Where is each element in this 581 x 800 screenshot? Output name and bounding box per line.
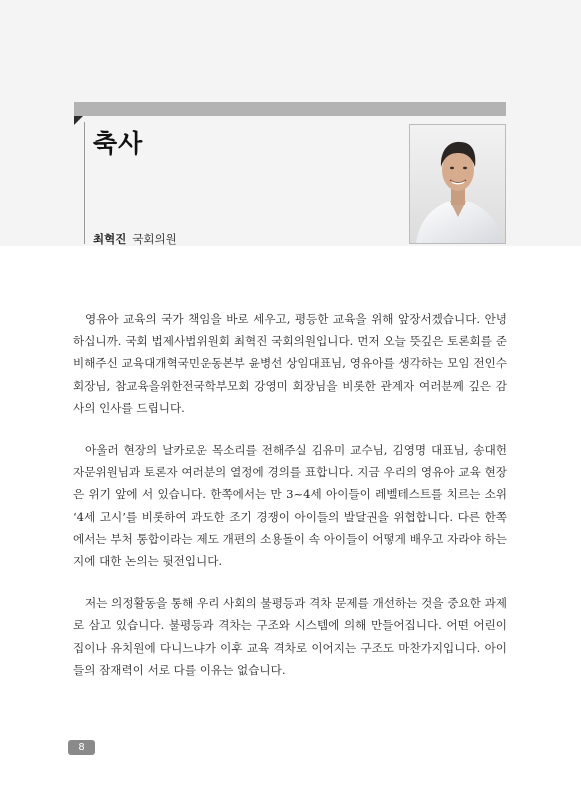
author-name: 최혁진 <box>93 232 127 246</box>
page-number: 8 <box>68 740 95 755</box>
author-line <box>93 231 177 247</box>
corner-triangle-decoration <box>74 116 83 125</box>
body-paragraph-1: 영유아 교육의 국가 책임을 바로 세우고, 평등한 교육을 위해 앞장서겠습니다. 안녕하십니까. 국회 법제사법위원회 최혁진 국회의원입니다. 먼저 오늘 뜻깊은 토론회를 준비해주신 교육대개혁국민운동본부 윤병선 상임대표님, 영유아를 생각하는 모임 전인수 회장님, 참교육을위한전국학부모회 강영미 회장님을 비롯한 관계자 여러분께 깊은 감사의 인사를 드립니다. <box>73 312 507 415</box>
body-paragraph-2: 아울러 현장의 날카로운 목소리를 전해주실 김유미 교수님, 김영명 대표님, 송대헌 자문위원님과 토론자 여러분의 열정에 경의를 표합니다. 지금 우리의 영유아 교육 현장은 위기 앞에 서 있습니다. 한쪽에서는 만 3~4세 아이들이 레벨테스트를 치르는 소위 ‘4세 고시’를 비롯하여 과도한 조기 경쟁이 아이들의 발달권을 위협합니다. 다른 한쪽에서는 부처 통합이라는 제도 개편의 소용돌이 속 아이들이 어떻게 배우고 자라야 하는지에 대한 논의는 뒷전입니다. <box>73 443 507 569</box>
page-title: 축사 <box>93 129 144 158</box>
author-role: 국회의원 <box>132 232 177 246</box>
header-bar <box>74 102 506 116</box>
vertical-rule <box>84 122 85 244</box>
author-portrait-photo <box>409 124 506 244</box>
body-text <box>73 308 507 701</box>
body-paragraph-3: 저는 의정활동을 통해 우리 사회의 불평등과 격차 문제를 개선하는 것을 중요한 과제로 삼고 있습니다. 불평등과 격차는 구조와 시스템에 의해 만들어집니다. 어떤 어린이집이나 유치원에 다니느냐가 이후 교육 격차로 이어지는 구조도 마찬가지입니다. 아이들의 잠재력이 서로 다를 이유는 없습니다. <box>73 596 507 677</box>
